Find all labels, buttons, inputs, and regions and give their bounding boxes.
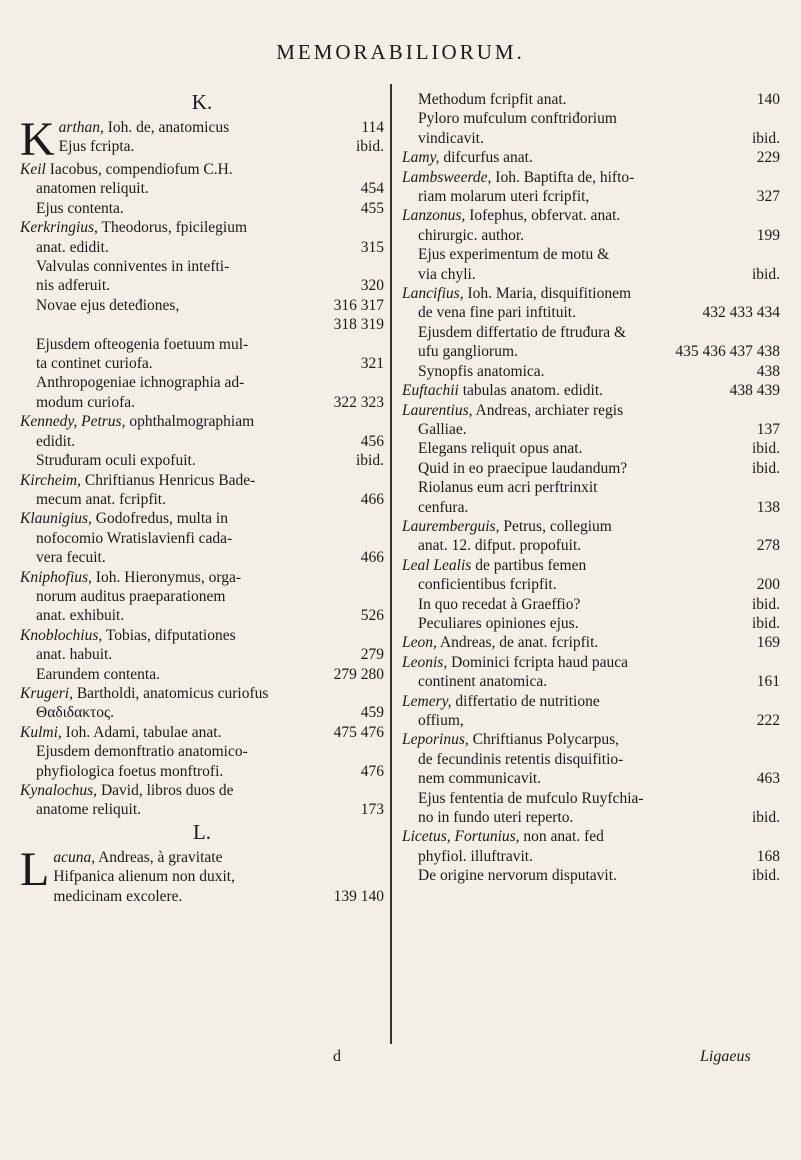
entry-text: via chyli.	[418, 265, 476, 283]
entry-text: Riolanus eum acri perftrinxit	[418, 479, 598, 497]
entry-text: mecum anat. fcripfit.	[36, 490, 166, 508]
entry-text: tabulas anatom. edidit.	[458, 382, 604, 400]
index-entry	[402, 148, 780, 167]
index-entry	[20, 335, 384, 354]
entry-text: Ioh. Baptifta de, hifto-	[491, 168, 635, 186]
entry-text: Iacobus, compendiofum C.H.	[45, 161, 233, 178]
index-entry	[402, 517, 780, 536]
entry-text: Dominici fcripta haud pauca	[447, 653, 628, 671]
index-entry	[402, 90, 780, 109]
entry-text: anatomen reliquit.	[36, 180, 149, 198]
page-ref: 322 323	[333, 393, 384, 411]
page-ref: 200	[756, 576, 780, 594]
index-entry	[20, 529, 384, 548]
page-ref: 438 439	[729, 382, 780, 400]
index-entries-left	[20, 160, 384, 820]
index-entry	[20, 199, 384, 218]
index-entry	[20, 548, 384, 567]
index-entry	[20, 762, 384, 781]
entry-name: Lambsweerde,	[402, 168, 492, 186]
index-entry	[20, 781, 384, 800]
entry-text: chirurgic. author.	[418, 226, 525, 244]
drop-cap: K	[20, 118, 55, 160]
index-entry	[20, 490, 384, 509]
entry-text: Andreas, de anat. fcripfit.	[436, 634, 599, 652]
index-entry	[402, 614, 780, 633]
entry-text: modum curiofa.	[36, 393, 136, 411]
entry-text: anatome reliquit.	[36, 801, 142, 819]
index-entry	[20, 800, 384, 819]
page-ref: ibid.	[752, 265, 780, 283]
entry-name: arthan,	[58, 119, 104, 136]
entry-name: Kerkringius,	[20, 219, 98, 237]
right-column	[402, 90, 780, 886]
first-entry-k	[20, 118, 384, 160]
entry-name: Knoblochius,	[20, 626, 103, 644]
entry-text: vera fecuit.	[36, 549, 106, 567]
entry-name: Kniphofius,	[20, 568, 92, 586]
page-ref: 455	[360, 199, 384, 217]
entry-name: Leonis,	[402, 653, 448, 671]
entry-text: Ejus contenta.	[36, 199, 124, 217]
entry-name: Keil	[20, 161, 46, 178]
page-ref: 466	[360, 490, 384, 508]
index-entry	[402, 459, 780, 478]
entry-text: Ioh. Maria, disquifitionem	[463, 285, 632, 303]
index-entry	[402, 556, 780, 575]
entry-name: Kulmi,	[20, 723, 62, 741]
entry-name: Krugeri,	[20, 684, 73, 702]
entry-text: de vena fine pari inftituit.	[418, 304, 576, 322]
page-ref: ibid.	[752, 809, 780, 827]
entry-text: conficientibus fcripfit.	[418, 576, 557, 594]
index-entry	[402, 711, 780, 730]
index-entry	[402, 595, 780, 614]
entry-text: Petrus, collegium	[499, 517, 612, 535]
signature-mark: d	[333, 1048, 341, 1065]
entry-text: differtatio de nutritione	[451, 692, 600, 710]
index-entry	[20, 568, 384, 587]
index-entry	[20, 742, 384, 761]
page-ref: 114	[361, 119, 384, 136]
entry-text: ta continet curiofa.	[36, 355, 153, 373]
index-entry	[20, 218, 384, 237]
index-entry	[402, 536, 780, 555]
index-entry	[20, 315, 384, 334]
entry-text: Elegans reliquit opus anat.	[418, 440, 583, 458]
index-entry	[20, 606, 384, 625]
entry-text: Synopfis anatomica.	[418, 362, 545, 380]
entry-text: Ejusdem differtatio de ftruđura &	[418, 323, 627, 341]
entry-text: difcurfus anat.	[439, 149, 533, 167]
index-entry	[402, 362, 780, 381]
entry-name: Euftachii	[402, 382, 459, 400]
index-entry	[402, 866, 780, 885]
index-entry	[20, 723, 384, 742]
entry-text: David, libros duos de	[97, 782, 234, 799]
index-entry	[53, 887, 384, 906]
index-entry	[20, 257, 384, 276]
index-entry	[20, 471, 384, 490]
entry-text: continent anatomica.	[418, 673, 548, 691]
entry-name: Leal Lealis	[402, 556, 472, 574]
page-ref: 438	[756, 362, 780, 380]
page-ref: 169	[756, 634, 780, 652]
entry-text: Ioh. Hieronymus, orga-	[91, 568, 242, 586]
page-ref: ibid.	[752, 129, 780, 147]
index-entry	[402, 323, 780, 342]
entry-text: de partibus femen	[471, 556, 587, 574]
entry-name: Lamy,	[402, 149, 440, 167]
entry-text: Theodorus, fpicilegium	[97, 219, 248, 237]
letter-heading-k: K.	[191, 90, 213, 114]
index-entry	[20, 684, 384, 703]
index-entry	[20, 509, 384, 528]
entry-name: Lancifius,	[402, 285, 464, 303]
page-ref: ibid.	[752, 867, 780, 885]
entry-text: anat. exhibuit.	[36, 607, 125, 625]
page-ref: 168	[756, 847, 780, 865]
entry-text: anat. 12. difput. propofuit.	[418, 537, 582, 555]
page-ref: ibid.	[752, 459, 780, 477]
index-entry	[20, 393, 384, 412]
entry-name: Licetus, Fortunius,	[402, 828, 520, 846]
page-ref: 320	[360, 277, 384, 295]
entry-text: Andreas, à gravitate	[95, 848, 223, 866]
entry-name: Klaunigius,	[20, 510, 92, 528]
index-entry	[20, 160, 384, 179]
entry-text: Chriftianus Henricus Bade-	[81, 471, 256, 489]
index-entry	[402, 672, 780, 691]
entry-name: Kynalochus,	[20, 782, 98, 799]
entry-text: Ejus experimentum de motu &	[418, 246, 610, 264]
index-entry	[20, 703, 384, 722]
index-entry	[402, 226, 780, 245]
entry-name: Laurentius,	[402, 401, 473, 419]
entry-text: Anthropogeniae ichnographia ad-	[36, 374, 245, 392]
entry-text: phyfiologica foetus monftrofi.	[36, 762, 224, 780]
page-ref: 173	[360, 801, 384, 819]
index-entry	[402, 284, 780, 303]
index-entry	[402, 575, 780, 594]
entry-text: Hifpanica alienum non duxit,	[53, 868, 235, 886]
page-ref: 526	[360, 607, 384, 625]
entry-text: Chriftianus Polycarpus,	[468, 731, 619, 749]
entry-text: ophthalmographiam	[125, 413, 255, 431]
index-entry	[20, 179, 384, 198]
page-ref: 222	[756, 712, 780, 729]
drop-cap: L	[20, 847, 50, 896]
entry-name: Leporinus,	[402, 731, 469, 749]
index-entry	[402, 769, 780, 788]
index-entry	[20, 432, 384, 451]
index-entry	[402, 478, 780, 497]
index-entry	[402, 109, 780, 128]
entry-text: non anat. fed	[519, 828, 604, 846]
page-ref: 279	[360, 646, 384, 664]
entry-name: Lemery,	[402, 692, 452, 710]
entry-name: Lanzonus,	[402, 207, 466, 225]
index-entry	[59, 137, 384, 156]
entry-text: Ioh. Adami, tabulae anat.	[61, 723, 222, 741]
entry-text: In quo recedat à Graeffio?	[418, 595, 581, 613]
index-entry	[402, 827, 780, 846]
entry-text: de fecundinis retentis disquifitio-	[418, 750, 624, 768]
entry-text: nofocomio Wratislavienfi cada-	[36, 529, 233, 547]
entry-text: ufu gangliorum.	[418, 343, 518, 361]
page-ref: 279 280	[333, 665, 384, 683]
index-entry	[20, 238, 384, 257]
index-entry	[20, 626, 384, 645]
entry-text: edidit.	[36, 432, 76, 450]
entry-text: norum auditus praeparationem	[36, 587, 226, 605]
left-column	[20, 90, 384, 906]
running-head: MEMORABILIORUM.	[276, 40, 525, 64]
entry-text: riam molarum uteri fcripfit,	[418, 188, 590, 206]
entry-text: nis adferuit.	[36, 277, 111, 295]
page-ref: 463	[756, 770, 780, 788]
index-entry	[402, 168, 780, 187]
index-entry	[59, 118, 384, 137]
entry-text: cenfura.	[418, 498, 469, 516]
entry-text: Earundem contenta.	[36, 665, 160, 683]
entry-text: phyfiol. illuftravit.	[418, 847, 533, 865]
index-entry	[402, 420, 780, 439]
entry-name: Kircheim,	[20, 471, 81, 489]
page-ref: 476	[360, 762, 384, 780]
page-ref: 327	[756, 188, 780, 206]
page-ref: ibid.	[752, 595, 780, 613]
index-entry	[20, 354, 384, 373]
index-entry	[402, 401, 780, 420]
index-entry	[402, 847, 780, 866]
entry-text: no in fundo uteri reperto.	[418, 809, 574, 827]
index-entries-right	[402, 90, 780, 886]
page-ref: ibid.	[752, 440, 780, 458]
column-rule	[390, 84, 392, 1044]
entry-text: Peculiares opiniones ejus.	[418, 614, 579, 632]
entry-text: medicinam excolere.	[53, 887, 183, 905]
index-entry	[53, 867, 384, 886]
index-entry	[20, 587, 384, 606]
index-entry	[402, 303, 780, 322]
index-entry	[20, 412, 384, 431]
entry-name: Lauremberguis,	[402, 517, 500, 535]
index-entry	[402, 789, 780, 808]
page-ref: 475 476	[333, 723, 384, 741]
index-entry	[402, 129, 780, 148]
entry-name: Leon,	[402, 634, 437, 652]
index-entry	[20, 296, 384, 315]
entry-text: Novae ejus deteđiones,	[36, 296, 180, 314]
entry-text: offium,	[418, 712, 464, 729]
index-entry	[53, 848, 384, 867]
entry-text: Ejus fententia de mufculo Ruyfchia-	[418, 789, 644, 807]
page-ref: 137	[756, 420, 780, 438]
entry-text: Pyloro mufculum conftriđorium	[418, 110, 617, 128]
entry-text: Struđuram oculi expofuit.	[36, 452, 196, 470]
index-entry	[20, 645, 384, 664]
letter-heading-l: L.	[192, 819, 212, 844]
index-entry	[20, 665, 384, 684]
entry-text: Θαδιδακτος.	[36, 704, 115, 722]
entry-name: acuna,	[53, 848, 96, 866]
page-ref: 454	[360, 180, 384, 198]
page-ref: 139 140	[333, 887, 384, 905]
index-entry	[402, 381, 780, 400]
page-ref: 315	[360, 238, 384, 256]
entry-text: vindicavit.	[418, 129, 484, 147]
entry-text: Tobias, difputationes	[102, 626, 236, 644]
page-ref: 229	[756, 149, 780, 167]
index-entry	[402, 808, 780, 827]
page-ref: 161	[756, 673, 780, 691]
entry-text: Bartholdi, anatomicus curiofus	[72, 684, 269, 702]
entry-text: Ioh. de, anatomicus	[103, 119, 230, 136]
entry-text: Ejusdem ofteogenia foetuum mul-	[36, 335, 249, 353]
page-ref: ibid.	[356, 452, 384, 470]
entry-text: Andreas, archiater regis	[472, 401, 624, 419]
page-ref: ibid.	[752, 614, 780, 632]
entry-text: Quid in eo praecipue laudandum?	[418, 459, 628, 477]
index-entry	[402, 498, 780, 517]
index-entry	[20, 373, 384, 392]
entry-text: anat. habuit.	[36, 646, 113, 664]
page-ref: 321	[360, 355, 384, 373]
index-entry	[402, 692, 780, 711]
index-entry	[402, 653, 780, 672]
index-entry	[402, 265, 780, 284]
entry-text: Ejusdem demonftratio anatomico-	[36, 743, 248, 761]
page-ref: 199	[756, 226, 780, 244]
entry-text: anat. edidit.	[36, 238, 109, 256]
first-entry-l	[20, 848, 384, 906]
page-ref: 318 319	[333, 316, 384, 334]
index-entry	[402, 439, 780, 458]
index-entry	[20, 276, 384, 295]
entry-text: Methodum fcripfit anat.	[418, 91, 567, 108]
page-ref: 435 436 437 438	[675, 343, 780, 361]
entry-text: Iofephus, obfervat. anat.	[465, 207, 621, 225]
index-entry	[402, 750, 780, 769]
index-entry	[20, 451, 384, 470]
page-ref: 140	[756, 91, 780, 108]
index-entry	[402, 730, 780, 749]
page-ref: 459	[360, 704, 384, 722]
entry-text: Godofredus, multa in	[91, 510, 228, 528]
index-entry	[402, 633, 780, 652]
page-ref: 138	[756, 498, 780, 516]
entry-text: Galliae.	[418, 420, 467, 438]
index-entry	[402, 245, 780, 264]
entry-text: Valvulas conniventes in intefti-	[36, 258, 230, 276]
page-ref: 316 317	[333, 296, 384, 314]
index-entry	[402, 206, 780, 225]
index-entry	[402, 342, 780, 361]
entry-text: De origine nervorum disputavit.	[418, 867, 617, 885]
catchword: Ligaeus	[700, 1048, 751, 1065]
entry-text: nem communicavit.	[418, 770, 542, 788]
page-ref: 456	[360, 432, 384, 450]
entry-text: Ejus fcripta.	[58, 138, 135, 156]
page-ref: 466	[360, 549, 384, 567]
index-entry	[402, 187, 780, 206]
page-ref: 278	[756, 537, 780, 555]
entry-name: Kennedy, Petrus,	[20, 413, 126, 431]
page-ref: ibid.	[356, 138, 384, 156]
page-ref: 432 433 434	[702, 304, 780, 322]
